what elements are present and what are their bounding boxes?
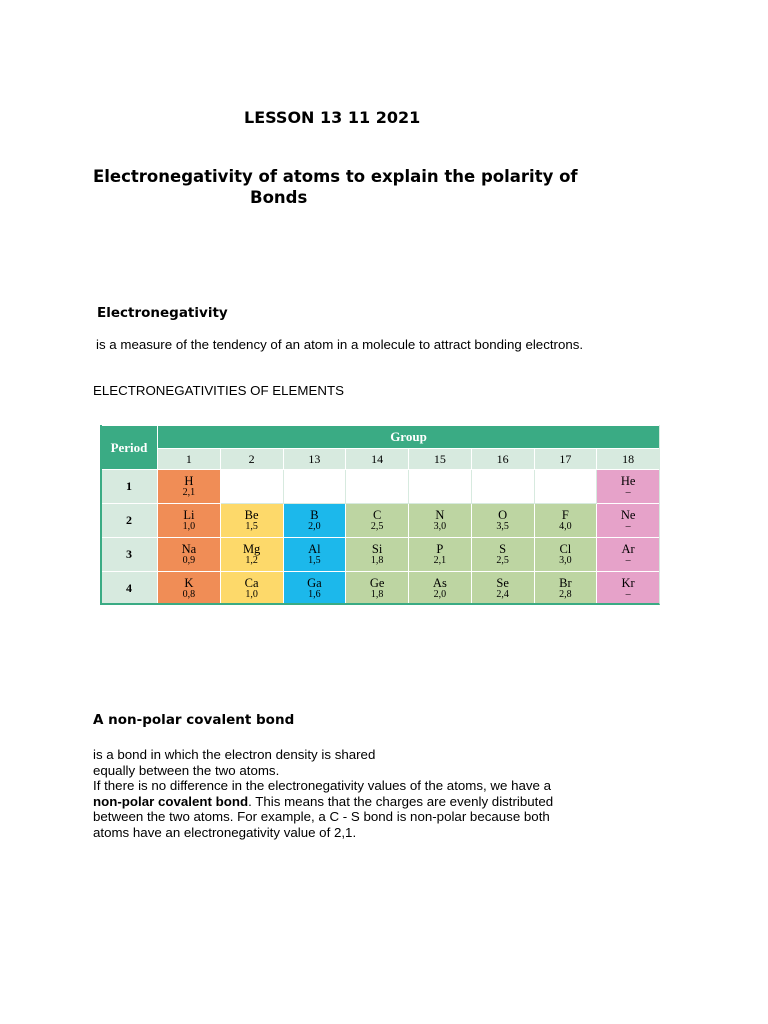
element-symbol: C	[372, 507, 382, 522]
element-cell	[220, 538, 283, 572]
group-number: 16	[471, 449, 534, 470]
electronegativity-value: 3,0	[433, 520, 447, 532]
nonpolar-line: If there is no difference in the electronegativity values of the atoms, we have a	[93, 778, 552, 793]
electronegativity-value: 1,2	[245, 554, 258, 566]
element-cell	[471, 538, 534, 572]
group-number: 14	[346, 449, 409, 470]
lesson-date-heading: LESSON 13 11 2021	[244, 108, 421, 127]
electronegativity-value: 4,0	[559, 520, 572, 532]
nonpolar-bond-heading: A non-polar covalent bond	[93, 712, 295, 728]
group-number: 15	[409, 449, 472, 470]
element-symbol: O	[498, 507, 508, 522]
element-cell	[283, 538, 346, 572]
title-line-2: Bonds	[250, 188, 308, 207]
electronegativity-definition: is a measure of the tendency of an atom in a molecule to attract bonding electrons.	[96, 337, 584, 352]
electronegativity-value: –	[625, 554, 631, 566]
electronegativity-value: 2,5	[370, 520, 384, 532]
title-line-1: Electronegativity of atoms to explain the polarity of	[93, 167, 578, 186]
electronegativity-value: 2,1	[433, 554, 447, 566]
element-cell	[409, 504, 472, 538]
electronegativity-value: –	[625, 520, 631, 532]
group-number: 17	[534, 449, 597, 470]
electronegativity-value: 1,5	[245, 520, 258, 532]
electronegativity-value: 1,5	[308, 554, 321, 566]
element-cell	[220, 572, 283, 606]
element-cell	[409, 538, 472, 572]
period-row	[101, 470, 660, 504]
electronegativity-value: 2,5	[496, 554, 509, 566]
period-number: 3	[101, 538, 158, 572]
element-symbol: Si	[371, 541, 383, 556]
element-symbol: Cl	[559, 541, 572, 556]
group-number: 13	[283, 449, 346, 470]
element-symbol: N	[435, 507, 445, 522]
electronegativity-value: 2,1	[182, 486, 196, 498]
period-row	[101, 538, 660, 572]
electronegativity-value: 3,5	[496, 520, 509, 532]
element-symbol: Ga	[307, 575, 322, 590]
element-symbol: He	[620, 473, 636, 488]
electronegativity-value: 1,8	[370, 554, 384, 566]
electronegativity-value: 1,8	[370, 588, 384, 600]
group-number: 1	[158, 449, 221, 470]
element-cell	[597, 538, 660, 572]
nonpolar-line-rest: . This means that the charges are evenly distributed	[248, 793, 554, 809]
electronegativity-value: –	[625, 486, 631, 498]
group-header: Group	[158, 426, 660, 449]
group-number: 2	[220, 449, 283, 470]
electronegativity-value: 1,0	[182, 520, 196, 532]
period-number: 4	[101, 572, 158, 606]
period-number: 1	[101, 470, 158, 504]
nonpolar-term: non-polar covalent bond	[93, 793, 249, 809]
electronegativity-value: 1,0	[245, 588, 258, 600]
element-symbol: Mg	[242, 541, 261, 556]
element-symbol: Ne	[620, 507, 636, 522]
element-symbol: Br	[559, 575, 572, 590]
period-rows	[101, 470, 660, 606]
electronegativity-table	[100, 425, 660, 606]
element-cell	[409, 572, 472, 606]
electronegativity-heading: Electronegativity	[97, 305, 228, 321]
empty-cell	[220, 470, 283, 504]
electronegativity-value: 0,9	[182, 554, 196, 566]
element-cell	[534, 504, 597, 538]
period-row	[101, 572, 660, 606]
element-symbol: Al	[308, 541, 321, 556]
element-symbol: B	[310, 507, 319, 522]
empty-cell	[283, 470, 346, 504]
element-cell	[346, 572, 409, 606]
nonpolar-line: is a bond in which the electron density is shared	[93, 747, 376, 762]
element-symbol: Kr	[621, 575, 635, 590]
group-number-row	[101, 449, 660, 470]
element-symbol: S	[499, 541, 507, 556]
element-symbol: F	[561, 507, 569, 522]
electronegativity-value: 1,6	[308, 588, 321, 600]
element-cell	[597, 572, 660, 606]
page-title	[93, 166, 578, 208]
electronegativity-value: 2,0	[308, 520, 321, 532]
period-number: 2	[101, 504, 158, 538]
element-cell	[283, 504, 346, 538]
table-caption: ELECTRONEGATIVITIES OF ELEMENTS	[93, 383, 344, 398]
nonpolar-line: atoms have an electronegativity value of 2,1.	[93, 824, 357, 840]
electronegativity-value: 0,8	[182, 588, 196, 600]
period-header: Period	[101, 426, 158, 470]
electronegativity-value: –	[625, 588, 631, 600]
element-symbol: P	[436, 541, 444, 556]
element-symbol: As	[432, 575, 447, 590]
element-symbol: Ge	[369, 575, 385, 590]
element-cell	[597, 470, 660, 504]
empty-cell	[409, 470, 472, 504]
element-symbol: Ca	[244, 575, 259, 590]
element-symbol: Be	[244, 507, 259, 522]
element-cell	[158, 572, 221, 606]
group-number: 18	[597, 449, 660, 470]
nonpolar-bond-paragraph	[93, 747, 613, 840]
electronegativity-value: 2,4	[496, 588, 509, 600]
element-symbol: Na	[181, 541, 197, 556]
electronegativity-value: 3,0	[559, 554, 572, 566]
empty-cell	[471, 470, 534, 504]
period-row	[101, 504, 660, 538]
electronegativity-value: 2,8	[559, 588, 572, 600]
element-cell	[158, 470, 221, 504]
empty-cell	[346, 470, 409, 504]
electronegativity-value: 2,0	[433, 588, 447, 600]
element-cell	[346, 504, 409, 538]
element-cell	[346, 538, 409, 572]
element-symbol: Li	[183, 507, 195, 522]
element-cell	[220, 504, 283, 538]
element-symbol: Se	[496, 575, 509, 590]
element-cell	[471, 504, 534, 538]
element-symbol: K	[184, 575, 194, 590]
element-symbol: H	[184, 473, 194, 488]
nonpolar-line: between the two atoms. For example, a C - S bond is non-polar because both	[93, 809, 550, 824]
element-cell	[534, 538, 597, 572]
element-cell	[158, 538, 221, 572]
element-cell	[597, 504, 660, 538]
element-cell	[158, 504, 221, 538]
element-cell	[471, 572, 534, 606]
empty-cell	[534, 470, 597, 504]
element-symbol: Ar	[621, 541, 635, 556]
nonpolar-line: equally between the two atoms.	[93, 762, 280, 778]
element-cell	[283, 572, 346, 606]
element-cell	[534, 572, 597, 606]
nonpolar-line	[93, 794, 613, 810]
